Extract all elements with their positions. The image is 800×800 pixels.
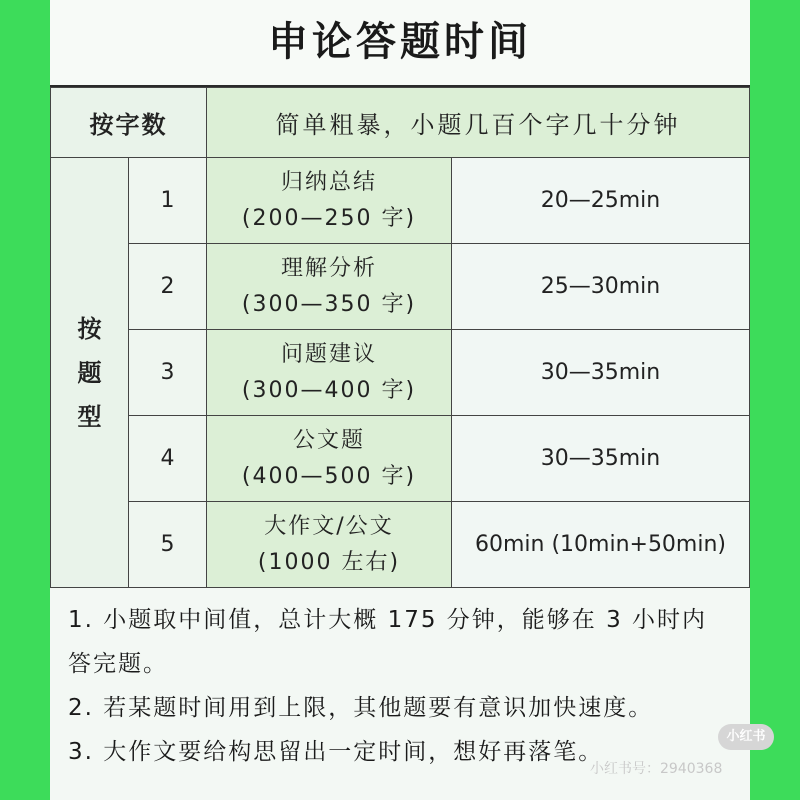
time-range: 20—25min — [452, 158, 750, 244]
question-type: 问题建议 (300—400 字) — [207, 330, 452, 416]
note-item: 2. 若某题时间用到上限，其他题要有意识加快速度。 — [68, 695, 654, 721]
word-count-row — [51, 88, 750, 158]
question-type: 归纳总结 (200—250 字) — [207, 158, 452, 244]
row-number: 4 — [129, 416, 207, 502]
table-row — [51, 330, 750, 416]
table-row — [51, 244, 750, 330]
row-number: 3 — [129, 330, 207, 416]
page-title: 申论答题时间 — [50, 0, 750, 87]
time-range: 30—35min — [452, 330, 750, 416]
row-number: 2 — [129, 244, 207, 330]
note-item: 1. 小题取中间值，总计大概 175 分钟，能够在 3 小时内答完题。 — [68, 607, 708, 677]
question-type: 大作文/公文 (1000 左右) — [207, 502, 452, 588]
notes — [50, 588, 750, 774]
xiaohongshu-logo-badge: 小红书 — [718, 724, 774, 750]
row-number: 1 — [129, 158, 207, 244]
word-count-text: 简单粗暴，小题几百个字几十分钟 — [207, 88, 750, 158]
time-range: 25—30min — [452, 244, 750, 330]
row-number: 5 — [129, 502, 207, 588]
question-type: 理解分析 (300—350 字) — [207, 244, 452, 330]
time-table-card — [50, 0, 750, 800]
table-row — [51, 416, 750, 502]
note-item: 3. 大作文要给构思留出一定时间，想好再落笔。 — [68, 739, 604, 765]
question-type-label: 按 题 型 — [51, 158, 129, 588]
time-range: 60min (10min+50min) — [452, 502, 750, 588]
watermark-id: 小红书号：2940368 — [590, 761, 723, 777]
question-type: 公文题 (400—500 字) — [207, 416, 452, 502]
table-row — [51, 502, 750, 588]
time-range: 30—35min — [452, 416, 750, 502]
time-table — [50, 87, 750, 588]
word-count-label: 按字数 — [51, 88, 207, 158]
table-row — [51, 158, 750, 244]
